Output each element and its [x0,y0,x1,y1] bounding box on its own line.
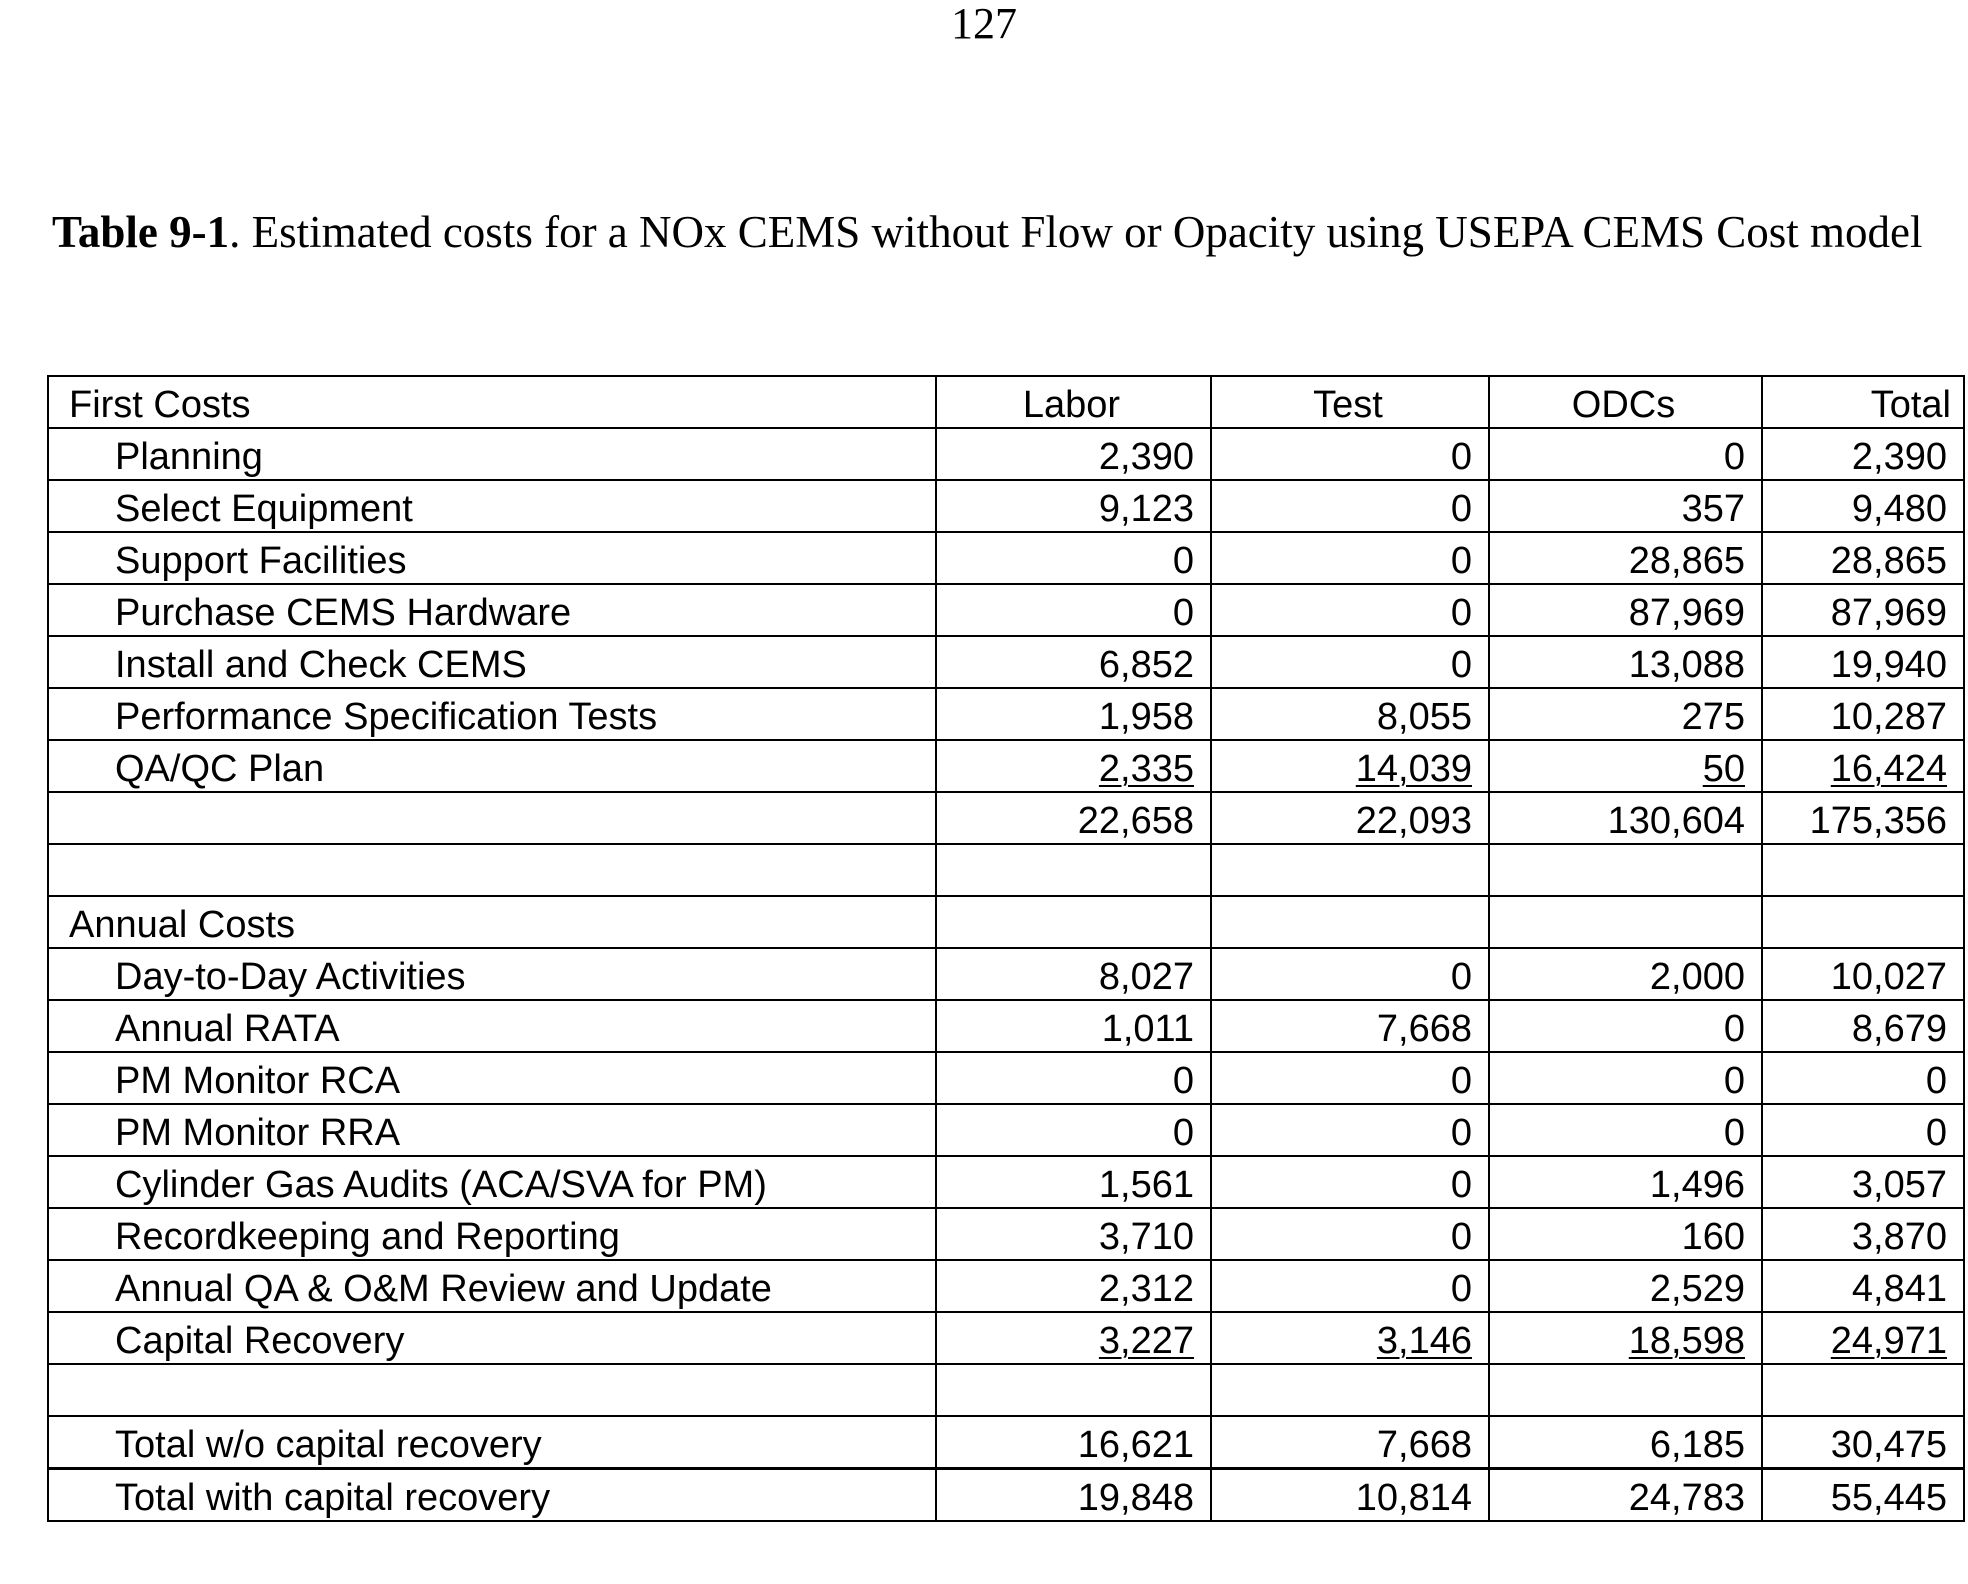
labor-cell: 1,561 [936,1156,1211,1208]
odcs-subtotal: 130,604 [1489,792,1762,844]
odcs-cell: 2,529 [1489,1260,1762,1312]
empty-cell [1762,896,1964,948]
annual-costs-header: Annual Costs [48,896,936,948]
underlined-value: 3,146 [1376,1320,1472,1362]
total-cell [1762,1312,1964,1364]
test-cell [1211,1312,1489,1364]
odcs-cell: 0 [1489,428,1762,480]
empty-cell [1489,896,1762,948]
labor-cell: 3,710 [936,1208,1211,1260]
empty-cell [1489,1364,1762,1416]
table-row [48,1052,1964,1104]
page-number: 127 [951,0,1017,48]
total-cell: 0 [1762,1104,1964,1156]
empty-cell [1489,844,1762,896]
table-header-row [48,376,1964,428]
total-cell: 8,679 [1762,1000,1964,1052]
underlined-value: 3,227 [1098,1320,1194,1362]
test-subtotal: 22,093 [1211,792,1489,844]
underlined-value: 18,598 [1628,1320,1745,1362]
underlined-value: 16,424 [1830,748,1947,790]
row-label: Purchase CEMS Hardware [48,584,936,636]
row-label: Cylinder Gas Audits (ACA/SVA for PM) [48,1156,936,1208]
labor-cell: 6,852 [936,636,1211,688]
total-column-header: Total [1762,376,1964,428]
table-row [48,688,1964,740]
odcs-cell: 28,865 [1489,532,1762,584]
underlined-value: 50 [1702,748,1745,790]
odcs-cell: 6,185 [1489,1416,1762,1469]
total-subtotal: 175,356 [1762,792,1964,844]
table-row [48,480,1964,532]
test-cell [1211,740,1489,792]
odcs-cell: 1,496 [1489,1156,1762,1208]
subtotal-label-empty [48,792,936,844]
test-cell: 0 [1211,1260,1489,1312]
table-caption [52,203,1932,261]
spacer-row [48,1364,1964,1416]
labor-cell: 0 [936,584,1211,636]
first-costs-subtotal-row [48,792,1964,844]
total-cell: 10,287 [1762,688,1964,740]
test-cell: 0 [1211,428,1489,480]
labor-cell: 2,312 [936,1260,1211,1312]
odcs-cell: 87,969 [1489,584,1762,636]
test-cell: 8,055 [1211,688,1489,740]
row-label: Total with capital recovery [48,1469,936,1522]
test-cell: 0 [1211,532,1489,584]
row-label: QA/QC Plan [48,740,936,792]
empty-cell [1762,844,1964,896]
empty-cell [1211,896,1489,948]
total-cell: 0 [1762,1052,1964,1104]
test-cell: 0 [1211,948,1489,1000]
row-label: Annual RATA [48,1000,936,1052]
table-row [48,1000,1964,1052]
table-row [48,532,1964,584]
table-row [48,948,1964,1000]
total-cell: 10,027 [1762,948,1964,1000]
caption-text: . Estimated costs for a NOx CEMS without Flow or Opacity using USEPA CEMS Cost model [229,207,1923,257]
empty-cell [936,844,1211,896]
empty-cell [936,896,1211,948]
table-row [48,584,1964,636]
total-cell: 4,841 [1762,1260,1964,1312]
table-row [48,1104,1964,1156]
total-cell: 28,865 [1762,532,1964,584]
odcs-column-header: ODCs [1489,376,1762,428]
row-label: Planning [48,428,936,480]
row-label: Select Equipment [48,480,936,532]
labor-cell: 0 [936,1052,1211,1104]
test-cell: 0 [1211,1208,1489,1260]
first-costs-header: First Costs [48,376,936,428]
test-cell: 0 [1211,1104,1489,1156]
caption-label: Table 9-1 [52,207,230,257]
test-cell: 10,814 [1211,1469,1489,1522]
test-cell: 0 [1211,480,1489,532]
underlined-value: 24,971 [1830,1320,1947,1362]
odcs-cell: 0 [1489,1000,1762,1052]
underlined-value: 14,039 [1355,748,1472,790]
empty-cell [48,1364,936,1416]
total-cell: 19,940 [1762,636,1964,688]
row-label: Total w/o capital recovery [48,1416,936,1469]
labor-cell [936,1312,1211,1364]
row-label: PM Monitor RRA [48,1104,936,1156]
empty-cell [1211,844,1489,896]
table-row [48,1260,1964,1312]
table-row [48,1312,1964,1364]
test-cell: 0 [1211,584,1489,636]
row-label: Recordkeeping and Reporting [48,1208,936,1260]
labor-cell: 2,390 [936,428,1211,480]
odcs-cell: 13,088 [1489,636,1762,688]
labor-cell: 0 [936,532,1211,584]
labor-cell [936,740,1211,792]
odcs-cell: 2,000 [1489,948,1762,1000]
total-cell: 87,969 [1762,584,1964,636]
labor-subtotal: 22,658 [936,792,1211,844]
test-column-header: Test [1211,376,1489,428]
labor-cell: 9,123 [936,480,1211,532]
spacer-row [48,844,1964,896]
total-with-capital-row [48,1469,1964,1522]
odcs-cell: 160 [1489,1208,1762,1260]
table-row [48,1156,1964,1208]
empty-cell [1211,1364,1489,1416]
labor-cell: 0 [936,1104,1211,1156]
odcs-cell: 357 [1489,480,1762,532]
labor-cell: 16,621 [936,1416,1211,1469]
odcs-cell: 24,783 [1489,1469,1762,1522]
table-row [48,636,1964,688]
total-cell: 2,390 [1762,428,1964,480]
row-label: Annual QA & O&M Review and Update [48,1260,936,1312]
cost-table [47,375,1965,1522]
test-cell: 0 [1211,636,1489,688]
labor-cell: 1,958 [936,688,1211,740]
labor-column-header: Labor [936,376,1211,428]
row-label: Capital Recovery [48,1312,936,1364]
empty-cell [48,844,936,896]
total-cell: 30,475 [1762,1416,1964,1469]
table-row [48,428,1964,480]
labor-cell: 8,027 [936,948,1211,1000]
test-cell: 0 [1211,1052,1489,1104]
odcs-cell: 275 [1489,688,1762,740]
total-without-capital-row [48,1416,1964,1469]
table-row [48,740,1964,792]
odcs-cell: 0 [1489,1104,1762,1156]
total-cell: 3,870 [1762,1208,1964,1260]
test-cell: 7,668 [1211,1000,1489,1052]
total-cell: 3,057 [1762,1156,1964,1208]
annual-costs-header-row [48,896,1964,948]
odcs-cell: 0 [1489,1052,1762,1104]
test-cell: 0 [1211,1156,1489,1208]
total-cell [1762,740,1964,792]
test-cell: 7,668 [1211,1416,1489,1469]
row-label: Install and Check CEMS [48,636,936,688]
table-row [48,1208,1964,1260]
total-cell: 55,445 [1762,1469,1964,1522]
row-label: PM Monitor RCA [48,1052,936,1104]
row-label: Support Facilities [48,532,936,584]
odcs-cell [1489,740,1762,792]
odcs-cell [1489,1312,1762,1364]
underlined-value: 2,335 [1098,748,1194,790]
empty-cell [936,1364,1211,1416]
total-cell: 9,480 [1762,480,1964,532]
row-label: Day-to-Day Activities [48,948,936,1000]
empty-cell [1762,1364,1964,1416]
labor-cell: 19,848 [936,1469,1211,1522]
row-label: Performance Specification Tests [48,688,936,740]
labor-cell: 1,011 [936,1000,1211,1052]
